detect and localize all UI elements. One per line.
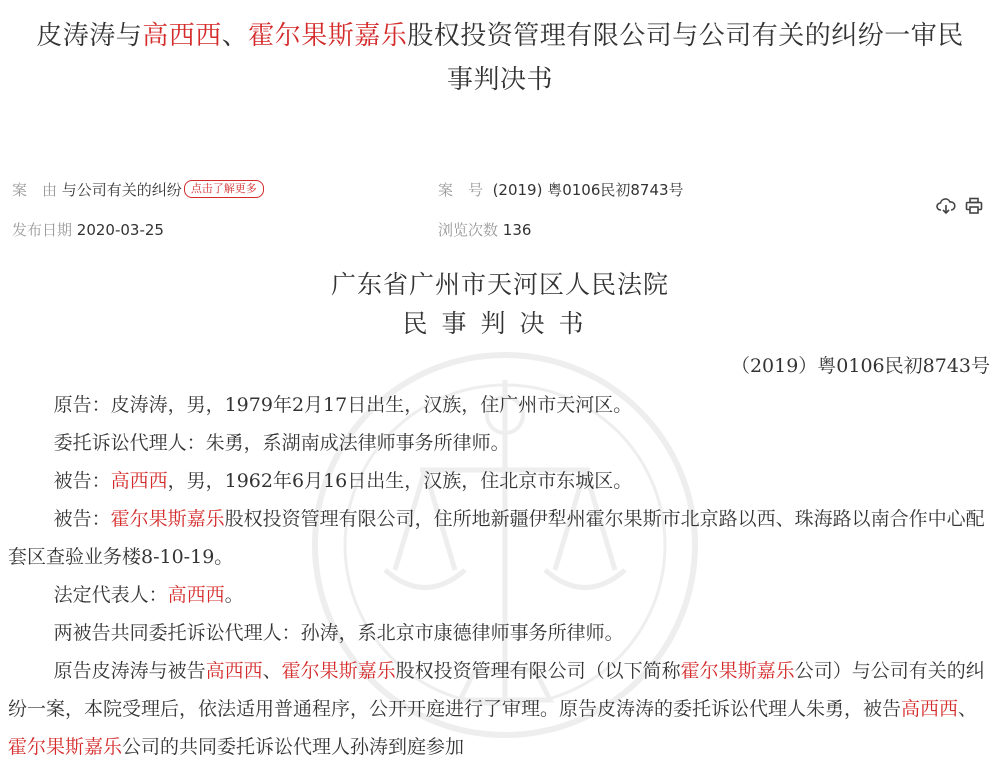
view-count [438, 220, 531, 240]
party-link[interactable]: 高西西 [901, 698, 959, 720]
party-link[interactable]: 霍尔果斯嘉乐 [281, 660, 396, 682]
text: 法定代表人： [53, 584, 168, 606]
party-link[interactable]: 高西西 [167, 584, 225, 606]
title-text: 股权投资管理有限公司与公司有关的纠纷一审民 [407, 21, 964, 51]
party-link[interactable]: 高西西 [110, 470, 168, 492]
view-count-label: 浏览次数 [438, 221, 499, 239]
view-count-value: 136 [502, 221, 532, 239]
publish-date-label: 发布日期 [12, 221, 73, 239]
paragraph-defendant-2 [8, 500, 994, 576]
case-number-label: 案 号 [438, 181, 484, 199]
publish-date [12, 220, 164, 240]
case-number-value: (2019) 粤0106民初8743号 [492, 181, 684, 199]
party-link[interactable]: 霍尔果斯嘉乐 [680, 660, 795, 682]
text: 股权投资管理有限公司（以下简称 [395, 660, 681, 682]
title-line-2: 事判决书 [446, 65, 553, 95]
title-separator: 、 [221, 21, 249, 51]
toolbar [936, 196, 984, 220]
case-number [438, 180, 684, 200]
party-link[interactable]: 霍尔果斯嘉乐 [110, 508, 225, 530]
paragraph-defendants-agent: 两被告共同委托诉讼代理人：孙涛，系北京市康德律师事务所律师。 [53, 622, 624, 644]
party-link[interactable]: 霍尔果斯嘉乐 [8, 736, 123, 758]
text: 被告： [53, 508, 111, 530]
text: 、 [262, 660, 282, 682]
case-cause-label: 案 由 [12, 181, 58, 199]
text: 股权投资管理有限公司，住所地新疆伊犁州霍尔果斯市北京路以西、珠海路以南合作中心配套区查验业务楼8-10-19。 [8, 508, 985, 568]
case-cause-value: 与公司有关的纠纷 [61, 181, 182, 199]
party-link[interactable]: 高西西 [205, 660, 263, 682]
text: 原告皮涛涛与被告 [53, 660, 206, 682]
title-line-1 [0, 14, 1000, 58]
title-party-link[interactable]: 霍尔果斯嘉乐 [248, 21, 408, 51]
paragraph-defendant-1 [8, 462, 994, 500]
title-party-link[interactable]: 高西西 [142, 21, 222, 51]
page-title [0, 14, 1000, 102]
text: 公司的共同委托诉讼代理人孙涛到庭参加 [122, 736, 465, 758]
text: ，男，1962年6月16日出生，汉族，住北京市东城区。 [167, 470, 633, 492]
text: 公司）与公司有关的纠纷一案，本院受理后，依法适用普通程序，公开开庭进行了审理。原告皮涛涛的委托诉讼代理人朱勇，被告 [8, 660, 985, 720]
cloud-download-icon[interactable] [936, 196, 956, 220]
paragraph-plaintiff-agent: 委托诉讼代理人：朱勇，系湖南成法律师事务所律师。 [53, 432, 510, 454]
document-body [8, 386, 994, 766]
printer-icon[interactable] [964, 196, 984, 220]
title-text: 皮涛涛与 [36, 21, 143, 51]
court-name: 广东省广州市天河区人民法院 [330, 270, 669, 299]
text: 、 [958, 698, 978, 720]
paragraph-legal-rep [8, 576, 994, 614]
document-type: 民事判决书 [402, 309, 598, 338]
publish-date-value: 2020-03-25 [76, 221, 164, 239]
text: 。 [224, 584, 244, 606]
paragraph-plaintiff: 原告：皮涛涛，男，1979年2月17日出生，汉族，住广州市天河区。 [53, 394, 633, 416]
text: 被告： [53, 470, 111, 492]
learn-more-button[interactable]: 点击了解更多 [184, 180, 264, 198]
document-number: （2019）粤0106民初8743号 [730, 355, 990, 377]
paragraph-case-summary [8, 652, 994, 766]
case-cause [12, 180, 264, 200]
